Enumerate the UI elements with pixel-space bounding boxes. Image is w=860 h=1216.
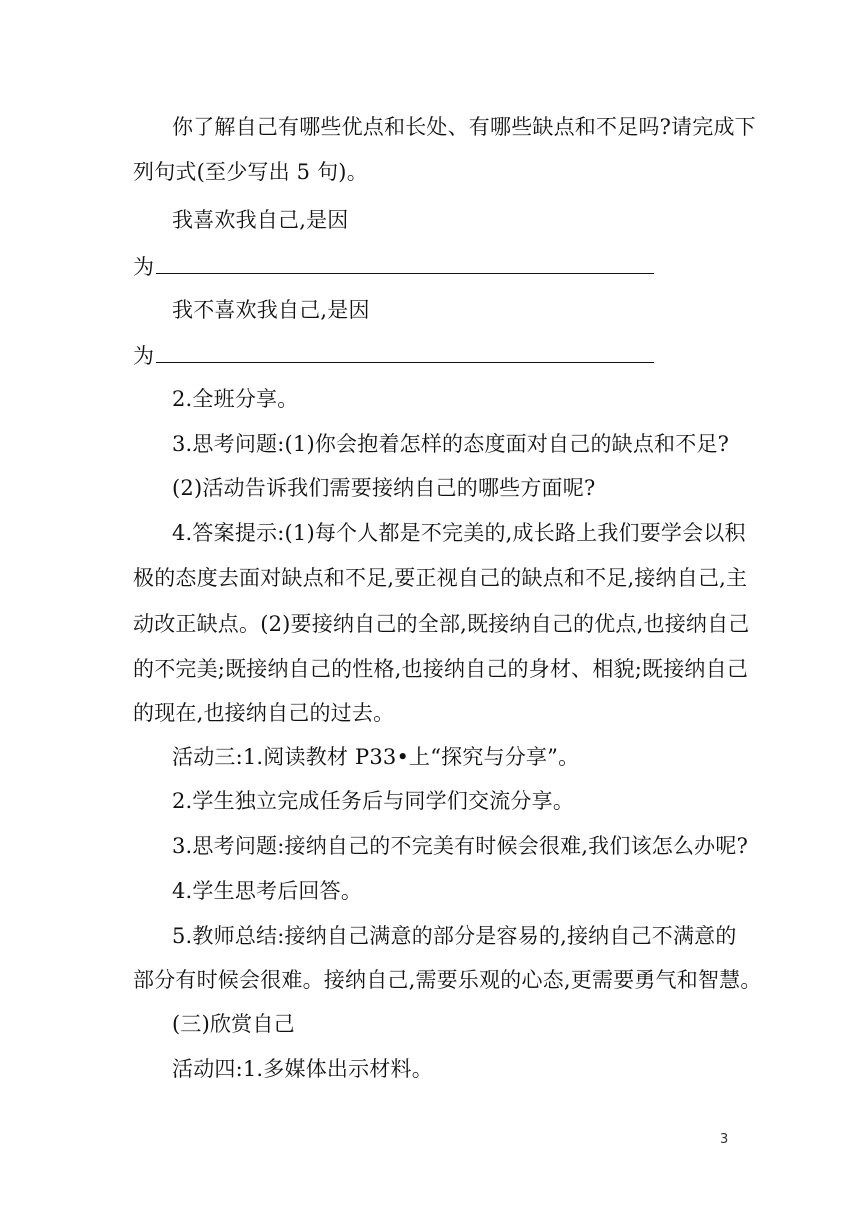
item-4-line-3: 动改正缺点。(2)要接纳自己的全部,既接纳自己的优点,也接纳自己 — [133, 612, 750, 636]
page-number: 3 — [720, 1132, 729, 1147]
dislike-answer-blank[interactable] — [156, 342, 654, 363]
dislike-prompt: 我不喜欢我自己,是因 — [172, 298, 370, 322]
item-4-line-4: 的不完美;既接纳自己的性格,也接纳自己的身材、相貌;既接纳自己 — [133, 657, 749, 681]
item-4-line-1: 4.答案提示:(1)每个人都是不完美的,成长路上我们要学会以积 — [172, 521, 746, 545]
like-answer-row — [133, 253, 654, 279]
activity-4-1: 活动四:1.多媒体出示材料。 — [172, 1057, 433, 1081]
item-4-line-5: 的现在,也接纳自己的过去。 — [133, 701, 395, 725]
item-3: 3.思考问题:(1)你会抱着怎样的态度面对自己的缺点和不足? — [172, 432, 730, 456]
activity-3-2: 2.学生独立完成任务后与同学们交流分享。 — [172, 789, 575, 813]
intro-line-1: 你了解自己有哪些优点和长处、有哪些缺点和不足吗?请完成下 — [172, 115, 756, 139]
activity-3-5-line-2: 部分有时候会很难。接纳自己,需要乐观的心态,更需要勇气和智慧。 — [133, 968, 762, 992]
activity-3-3: 3.思考问题:接纳自己的不完美有时候会很难,我们该怎么办呢? — [172, 834, 749, 858]
item-4-line-2: 极的态度去面对缺点和不足,要正视自己的缺点和不足,接纳自己,主 — [133, 566, 748, 590]
section-3-title: (三)欣赏自己 — [172, 1012, 295, 1036]
activity-3-1: 活动三:1.阅读教材 P33•上“探究与分享”。 — [172, 745, 580, 769]
item-2: 2.全班分享。 — [172, 387, 299, 411]
like-answer-blank[interactable] — [156, 253, 654, 274]
dislike-blank-prefix: 为 — [133, 344, 154, 368]
like-prompt: 我喜欢我自己,是因 — [172, 208, 349, 232]
like-blank-prefix: 为 — [133, 255, 154, 279]
dislike-answer-row — [133, 342, 654, 368]
activity-3-4: 4.学生思考后回答。 — [172, 879, 363, 903]
activity-3-5-line-1: 5.教师总结:接纳自己满意的部分是容易的,接纳自己不满意的 — [172, 924, 737, 948]
intro-line-2: 列句式(至少写出 5 句)。 — [133, 160, 368, 184]
item-3b: (2)活动告诉我们需要接纳自己的哪些方面呢? — [172, 476, 596, 500]
